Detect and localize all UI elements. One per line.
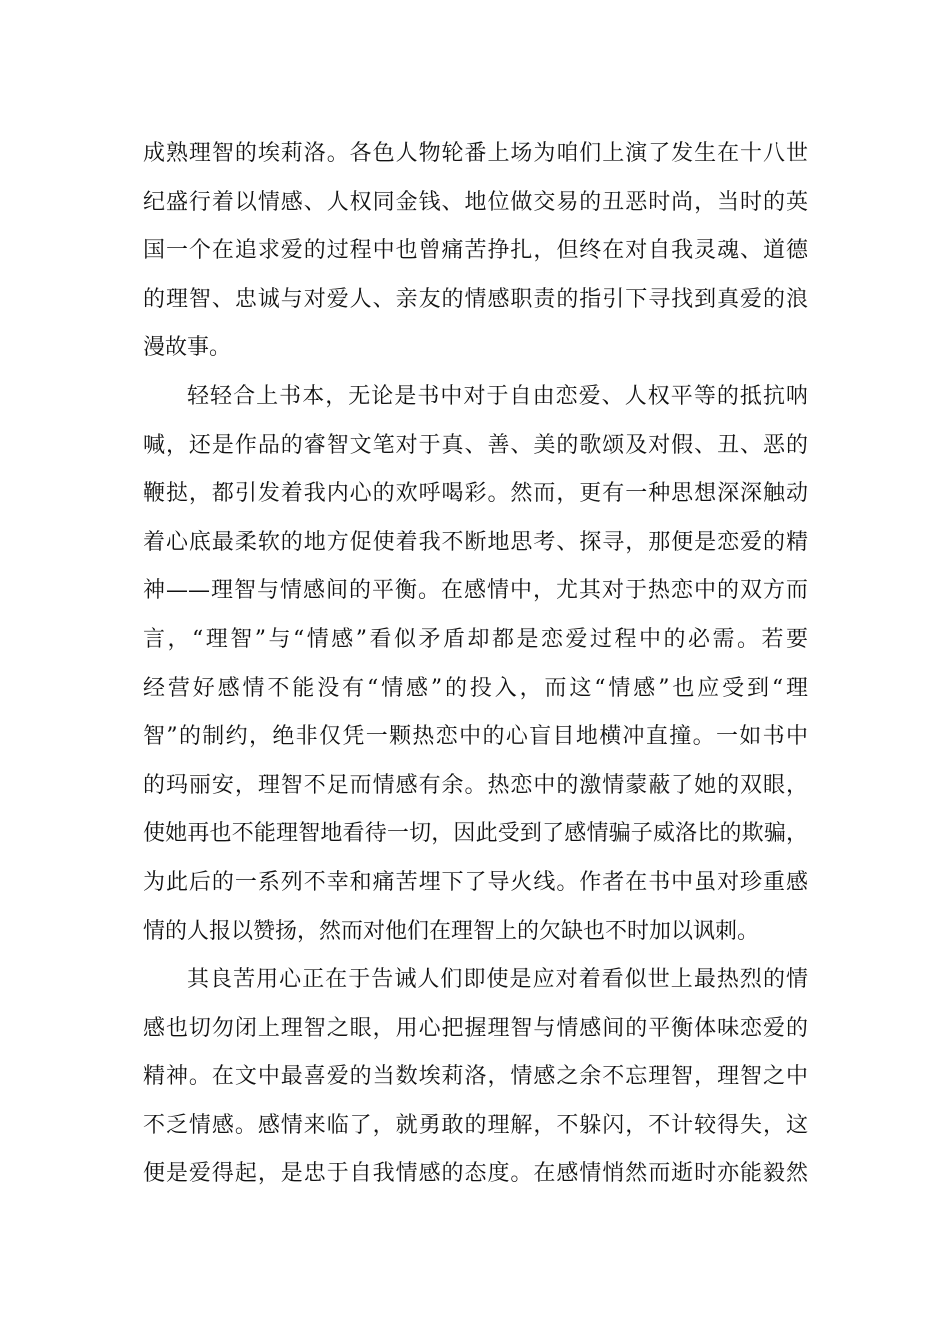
- text-line: 经营好感情不能没有“情感”的投入，而这“情感”也应受到“理: [143, 675, 808, 701]
- text-line: 言，“理智”与“情感”看似矛盾却都是恋爱过程中的必需。若要: [143, 626, 808, 652]
- text-line: 国一个在追求爱的过程中也曾痛苦挣扎，但终在对自我灵魂、道德: [143, 238, 808, 264]
- text-line: 纪盛行着以情感、人权同金钱、地位做交易的丑恶时尚，当时的英: [143, 189, 808, 215]
- text-line: 的玛丽安，理智不足而情感有余。热恋中的激情蒙蔽了她的双眼，: [143, 772, 808, 798]
- text-line: 喊，还是作品的睿智文笔对于真、善、美的歌颂及对假、丑、恶的: [143, 432, 808, 458]
- text-line: 着心底最柔软的地方促使着我不断地思考、探寻，那便是恋爱的精: [143, 529, 808, 555]
- text-line: 其良苦用心正在于告诫人们即使是应对着看似世上最热烈的情: [187, 967, 808, 993]
- text-line: 的理智、忠诚与对爱人、亲友的情感职责的指引下寻找到真爱的浪: [143, 286, 808, 312]
- body-text: [143, 130, 808, 1199]
- text-line: 情的人报以赞扬，然而对他们在理智上的欠缺也不时加以讽刺。: [143, 918, 760, 944]
- text-line: 神——理智与情感间的平衡。在感情中，尤其对于热恋中的双方而: [143, 578, 808, 604]
- text-line: 感也切勿闭上理智之眼，用心把握理智与情感间的平衡体味恋爱的: [143, 1015, 808, 1041]
- text-line: 为此后的一系列不幸和痛苦埋下了导火线。作者在书中虽对珍重感: [143, 869, 808, 895]
- text-line: 不乏情感。感情来临了，就勇敢的理解，不躲闪，不计较得失，这: [143, 1112, 808, 1138]
- text-line: 精神。在文中最喜爱的当数埃莉洛，情感之余不忘理智，理智之中: [143, 1064, 808, 1090]
- text-line: 轻轻合上书本，无论是书中对于自由恋爱、人权平等的抵抗呐: [187, 383, 808, 409]
- text-line: 使她再也不能理智地看待一切，因此受到了感情骗子威洛比的欺骗，: [143, 821, 808, 847]
- text-line: 成熟理智的埃莉洛。各色人物轮番上场为咱们上演了发生在十八世: [143, 141, 808, 166]
- text-line: 鞭挞，都引发着我内心的欢呼喝彩。然而，更有一种思想深深触动: [143, 481, 808, 507]
- text-line: 便是爱得起，是忠于自我情感的态度。在感情悄然而逝时亦能毅然: [143, 1161, 808, 1187]
- text-line: 智”的制约，绝非仅凭一颗热恋中的心盲目地横冲直撞。一如书中: [143, 724, 808, 750]
- text-line: 漫故事。: [143, 335, 232, 361]
